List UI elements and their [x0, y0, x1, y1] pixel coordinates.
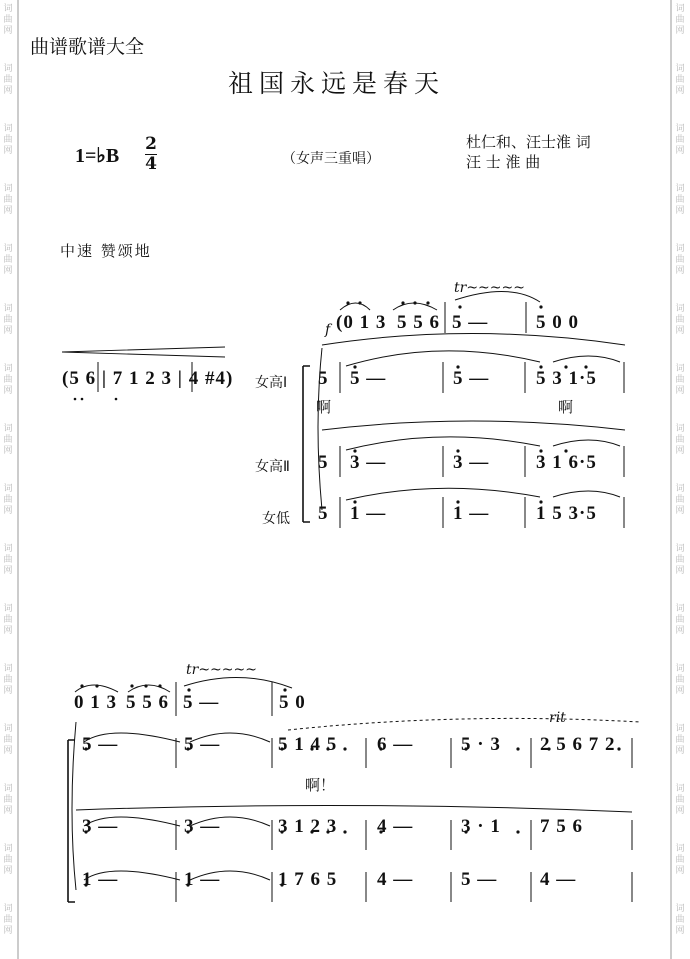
watermark-char: 网 — [3, 506, 13, 516]
s2-v3-m5: 5 — — [461, 869, 498, 890]
song-title: 祖国永远是春天 — [228, 69, 446, 98]
watermark-char: 曲 — [675, 255, 685, 265]
watermark-char: 网 — [3, 86, 13, 96]
watermark-char: 网 — [675, 626, 685, 636]
watermark-char: 网 — [675, 206, 685, 216]
watermark-char: 网 — [3, 146, 13, 156]
watermark-char: 网 — [675, 446, 685, 456]
watermark-char: 词 — [3, 304, 13, 314]
watermark-char: 曲 — [675, 735, 685, 745]
watermark-char: 网 — [3, 326, 13, 336]
watermark-char: 词 — [675, 424, 685, 434]
watermark-char: 网 — [3, 686, 13, 696]
credits — [466, 132, 591, 172]
watermark-char: 词 — [3, 784, 13, 794]
s1-v3-m2: 1 — — [453, 503, 490, 524]
watermark-char: 网 — [3, 566, 13, 576]
watermark-char: 曲 — [3, 735, 13, 745]
watermark-char: 曲 — [3, 795, 13, 805]
watermark-char: 网 — [3, 926, 13, 936]
watermark-char: 曲 — [3, 255, 13, 265]
watermark-char: 网 — [675, 386, 685, 396]
s2-v3-m6: 4 — — [540, 869, 577, 890]
s2-v2-m4: 4 — — [377, 816, 414, 837]
watermark-char: 网 — [675, 866, 685, 876]
time-signature-bottom: 4 — [145, 154, 157, 174]
credit-lyricist: 杜仁和、汪士淮 词 — [466, 133, 591, 151]
s2-top-m3: 5 — — [183, 692, 220, 713]
watermark-char: 网 — [3, 386, 13, 396]
watermark-char: 曲 — [3, 315, 13, 325]
s2-v3-m2: 1 — — [184, 869, 221, 890]
watermark-char: 网 — [675, 146, 685, 156]
s2-v2-m1: 3 — — [82, 816, 119, 837]
watermark-char: 曲 — [3, 495, 13, 505]
s1-v2-m2: 3 — — [453, 452, 490, 473]
s2-v2-m3: 3 1 2 3 — [278, 816, 338, 837]
watermark-char: 曲 — [675, 375, 685, 385]
watermark-char: 网 — [675, 746, 685, 756]
watermark-char: 曲 — [675, 855, 685, 865]
watermark-char: 网 — [675, 326, 685, 336]
watermark-char: 曲 — [675, 555, 685, 565]
voice-label-alto: 女低 — [262, 511, 290, 527]
s1-top-m2: 5 5 6 — [397, 312, 440, 333]
watermark-char: 网 — [675, 86, 685, 96]
watermark-char: 网 — [675, 806, 685, 816]
watermark-char: 网 — [3, 446, 13, 456]
watermark-char: 网 — [675, 266, 685, 276]
s2-v2-m2: 3 — — [184, 816, 221, 837]
s2-v1-m5: 5 · 3 — [461, 734, 501, 755]
lyric-ah-2: 啊 — [558, 398, 574, 416]
watermark-char: 曲 — [3, 195, 13, 205]
s1-v3-m3: 1 5 3·5 — [536, 503, 597, 524]
s2-v3-m4: 4 — — [377, 869, 414, 890]
watermark-char: 词 — [3, 364, 13, 374]
watermark-char: 曲 — [3, 75, 13, 85]
time-signature-top: 2 — [145, 134, 157, 154]
watermark-char: 词 — [675, 664, 685, 674]
watermark-char: 曲 — [3, 855, 13, 865]
watermark-char: 网 — [3, 746, 13, 756]
trill-mark-2: tr~~~~~ — [186, 662, 257, 678]
s2-v1-m6: 2 5 6 7 2 — [540, 734, 616, 755]
s1-v1-m3: 5 3 1·5 — [536, 368, 597, 389]
s1-v3-pickup: 5 — [318, 503, 329, 524]
watermark-char: 曲 — [675, 135, 685, 145]
watermark-char: 词 — [3, 724, 13, 734]
watermark-char: 词 — [3, 4, 13, 14]
s1-v2-pickup: 5 — [318, 452, 329, 473]
s2-v2-m5: 3 · 1 — [461, 816, 501, 837]
s1-top-m4: 5 0 0 — [536, 312, 579, 333]
watermark-char: 词 — [675, 604, 685, 614]
watermark-char: 曲 — [675, 195, 685, 205]
watermark-char: 词 — [3, 844, 13, 854]
site-title: 曲谱歌谱大全 — [30, 36, 145, 58]
watermark-char: 词 — [3, 184, 13, 194]
trill-mark: tr~~~~~ — [454, 280, 525, 296]
watermark-char: 曲 — [675, 795, 685, 805]
watermark-char: 曲 — [3, 135, 13, 145]
s1-v1-pickup: 5 — [318, 368, 329, 389]
watermark-char: 曲 — [675, 15, 685, 25]
watermark-char: 词 — [675, 784, 685, 794]
watermark-char: 网 — [675, 686, 685, 696]
watermark-char: 词 — [675, 484, 685, 494]
watermark-char: 词 — [3, 64, 13, 74]
credit-composer: 汪 士 淮 曲 — [466, 153, 541, 171]
watermark-char: 词 — [675, 724, 685, 734]
watermark-char: 词 — [3, 904, 13, 914]
watermark-char: 网 — [3, 206, 13, 216]
watermark-char: 词 — [675, 364, 685, 374]
watermark-char: 词 — [3, 424, 13, 434]
watermark-char: 词 — [675, 904, 685, 914]
s2-v1-m3: 5 1 4 5 — [278, 734, 338, 755]
watermark-char: 词 — [3, 484, 13, 494]
watermark-char: 网 — [3, 866, 13, 876]
lyric-ah-3: 啊！ — [305, 776, 336, 794]
s2-top-m4: 5 0 — [279, 692, 306, 713]
intro-line: (5 6 | 7 1 2 3 | 4 #4) — [62, 368, 234, 389]
subtitle: （女声三重唱） — [282, 151, 380, 167]
watermark-char: 词 — [3, 664, 13, 674]
s2-v3-m3: 1 7 6 5 — [278, 869, 338, 890]
s2-v2-m6: 7 5 6 — [540, 816, 583, 837]
watermark-char: 曲 — [675, 675, 685, 685]
s1-v3-m1: 1 — — [350, 503, 387, 524]
watermark-char: 网 — [675, 506, 685, 516]
watermark-char: 词 — [3, 604, 13, 614]
s2-top-m1: 0 1 3 — [74, 692, 117, 713]
s1-top-m1: (0 1 3 — [336, 312, 387, 333]
watermark-char: 网 — [3, 266, 13, 276]
watermark-char: 曲 — [675, 615, 685, 625]
watermark-char: 曲 — [3, 435, 13, 445]
watermark-char: 曲 — [3, 675, 13, 685]
watermark-char: 词 — [675, 844, 685, 854]
watermark-char: 曲 — [675, 495, 685, 505]
rit-mark: rit — [549, 710, 566, 726]
watermark-char: 网 — [3, 626, 13, 636]
watermark-char: 网 — [3, 26, 13, 36]
lyric-ah-1: 啊 — [316, 398, 332, 416]
time-signature — [145, 136, 157, 173]
watermark-char: 词 — [675, 124, 685, 134]
watermark-char: 词 — [675, 304, 685, 314]
s2-v1-m2: 5 — — [184, 734, 221, 755]
watermark-char: 词 — [675, 184, 685, 194]
watermark-char: 曲 — [675, 75, 685, 85]
watermark-char: 词 — [675, 244, 685, 254]
watermark-char: 网 — [675, 926, 685, 936]
watermark-char: 曲 — [675, 915, 685, 925]
watermark-char: 词 — [3, 244, 13, 254]
watermark-char: 词 — [3, 544, 13, 554]
key-signature: 1=♭B — [75, 145, 120, 167]
voice-label-soprano1: 女高Ⅰ — [255, 375, 288, 391]
watermark-char: 词 — [675, 64, 685, 74]
watermark-char: 曲 — [3, 555, 13, 565]
watermark-char: 曲 — [675, 435, 685, 445]
watermark-char: 曲 — [3, 375, 13, 385]
watermark-char: 曲 — [3, 15, 13, 25]
watermark-char: 词 — [3, 124, 13, 134]
watermark-char: 曲 — [3, 915, 13, 925]
watermark-char: 曲 — [675, 315, 685, 325]
watermark-char: 曲 — [3, 615, 13, 625]
watermark-char: 词 — [675, 544, 685, 554]
s2-v1-m1: 5 — — [82, 734, 119, 755]
s1-top-m3: 5 — — [452, 312, 489, 333]
s2-v3-m1: 1 — — [82, 869, 119, 890]
s1-v1-m2: 5 — — [453, 368, 490, 389]
watermark-char: 网 — [675, 26, 685, 36]
watermark-char: 网 — [675, 566, 685, 576]
tempo-marking: 中速 赞颂地 — [60, 242, 152, 260]
s1-v2-m1: 3 — — [350, 452, 387, 473]
voice-label-soprano2: 女高Ⅱ — [255, 459, 290, 475]
s1-v2-m3: 3 1 6·5 — [536, 452, 597, 473]
s2-top-m2: 5 5 6 — [126, 692, 169, 713]
dynamic-mark: f — [325, 322, 331, 338]
s2-v1-m4: 6 — — [377, 734, 414, 755]
watermark-char: 网 — [3, 806, 13, 816]
s1-v1-m1: 5 — — [350, 368, 387, 389]
watermark-char: 词 — [675, 4, 685, 14]
